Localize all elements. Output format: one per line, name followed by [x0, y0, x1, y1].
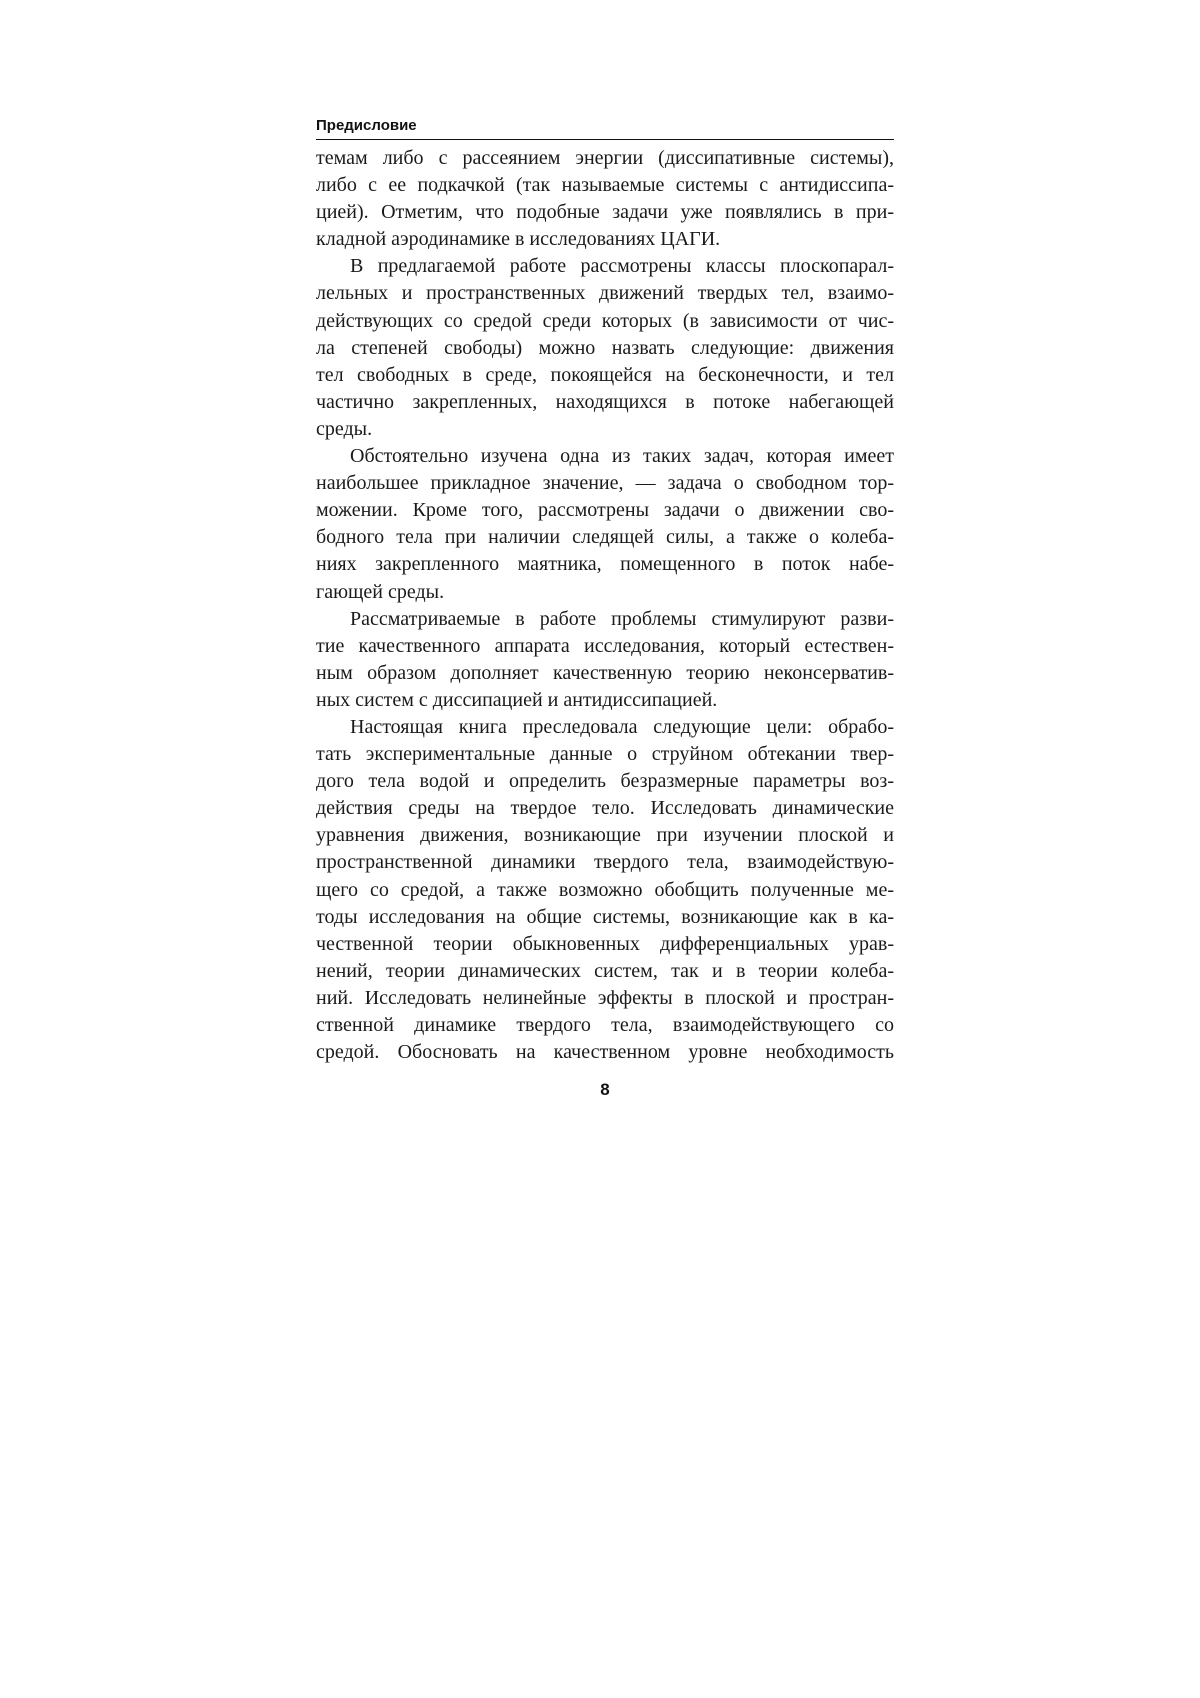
text-line: действующих со средой среди которых (в зависимости от чис-	[316, 309, 894, 332]
text-line: щего со средой, а также возможно обобщить полученные ме-	[316, 878, 894, 901]
text-line: кладной аэродинамике в исследованиях ЦАГИ.	[316, 228, 721, 251]
paragraph	[316, 606, 894, 714]
text-line: действия среды на твердое тело. Исследовать динамические	[316, 797, 894, 820]
text-line: дого тела водой и определить безразмерные параметры воз-	[316, 770, 894, 793]
text-line: пространственной динамики твердого тела, взаимодействую-	[316, 851, 894, 874]
text-line: тать экспериментальные данные о струйном обтекании твер-	[316, 743, 894, 766]
text-line: среды.	[316, 417, 373, 440]
text-line: уравнения движения, возникающие при изучении плоской и	[316, 824, 894, 847]
text-line: частично закрепленных, находящихся в потоке набегающей	[316, 390, 894, 413]
text-line: В предлагаемой работе рассмотрены классы плоскопарал-	[350, 255, 894, 278]
text-line: ственной динамике твердого тела, взаимодействующего со	[316, 1014, 894, 1036]
text-line: ний. Исследовать нелинейные эффекты в плоской и простран-	[316, 986, 894, 1009]
text-line: гающей среды.	[316, 580, 445, 603]
text-line: наибольшее прикладное значение, — задача о свободном тор-	[316, 472, 894, 495]
running-head: Предисловие	[316, 117, 417, 134]
text-line: ниях закрепленного маятника, помещенного в поток набе-	[316, 553, 894, 576]
text-line: темам либо с рассеянием энергии (диссипативные системы),	[316, 147, 894, 169]
text-line: бодного тела при наличии следящей силы, а также о колеба-	[316, 526, 894, 549]
text-line: Рассматриваемые в работе проблемы стимулируют разви-	[350, 607, 894, 630]
text-line: тие качественного аппарата исследования, который естествен-	[316, 634, 894, 657]
paragraph	[316, 714, 894, 1066]
text-line: либо с ее подкачкой (так называемые системы с антидиссипа-	[316, 174, 894, 197]
body-text	[316, 145, 894, 1066]
text-line: ла степеней свободы) можно назвать следующие: движения	[316, 336, 894, 359]
text-line: средой. Обосновать на качественном уровне необходимость	[316, 1041, 894, 1064]
text-line: ных систем с диссипацией и антидиссипацией.	[316, 688, 718, 711]
text-line: чественной теории обыкновенных дифференциальных урав-	[316, 932, 894, 955]
paragraph	[316, 253, 894, 443]
header-rule	[316, 139, 894, 140]
text-line: можении. Кроме того, рассмотрены задачи о движении сво-	[316, 499, 894, 522]
text-line: ным образом дополняет качественную теорию неконсерватив-	[316, 661, 894, 684]
text-line: тел свободных в среде, покоящейся на бесконечности, и тел	[316, 363, 894, 386]
paragraph	[316, 145, 894, 253]
page-number: 8	[600, 1080, 610, 1099]
text-line: цией). Отметим, что подобные задачи уже появлялись в при-	[316, 201, 894, 224]
paragraph	[316, 443, 894, 606]
text-line: нений, теории динамических систем, так и в теории колеба-	[316, 959, 894, 982]
text-line: лельных и пространственных движений твердых тел, взаимо-	[316, 282, 894, 305]
text-line: Настоящая книга преследовала следующие цели: обрабо-	[350, 715, 894, 738]
text-line: Обстоятельно изучена одна из таких задач, которая имеет	[350, 445, 894, 468]
text-line: тоды исследования на общие системы, возникающие как в ка-	[316, 905, 894, 928]
